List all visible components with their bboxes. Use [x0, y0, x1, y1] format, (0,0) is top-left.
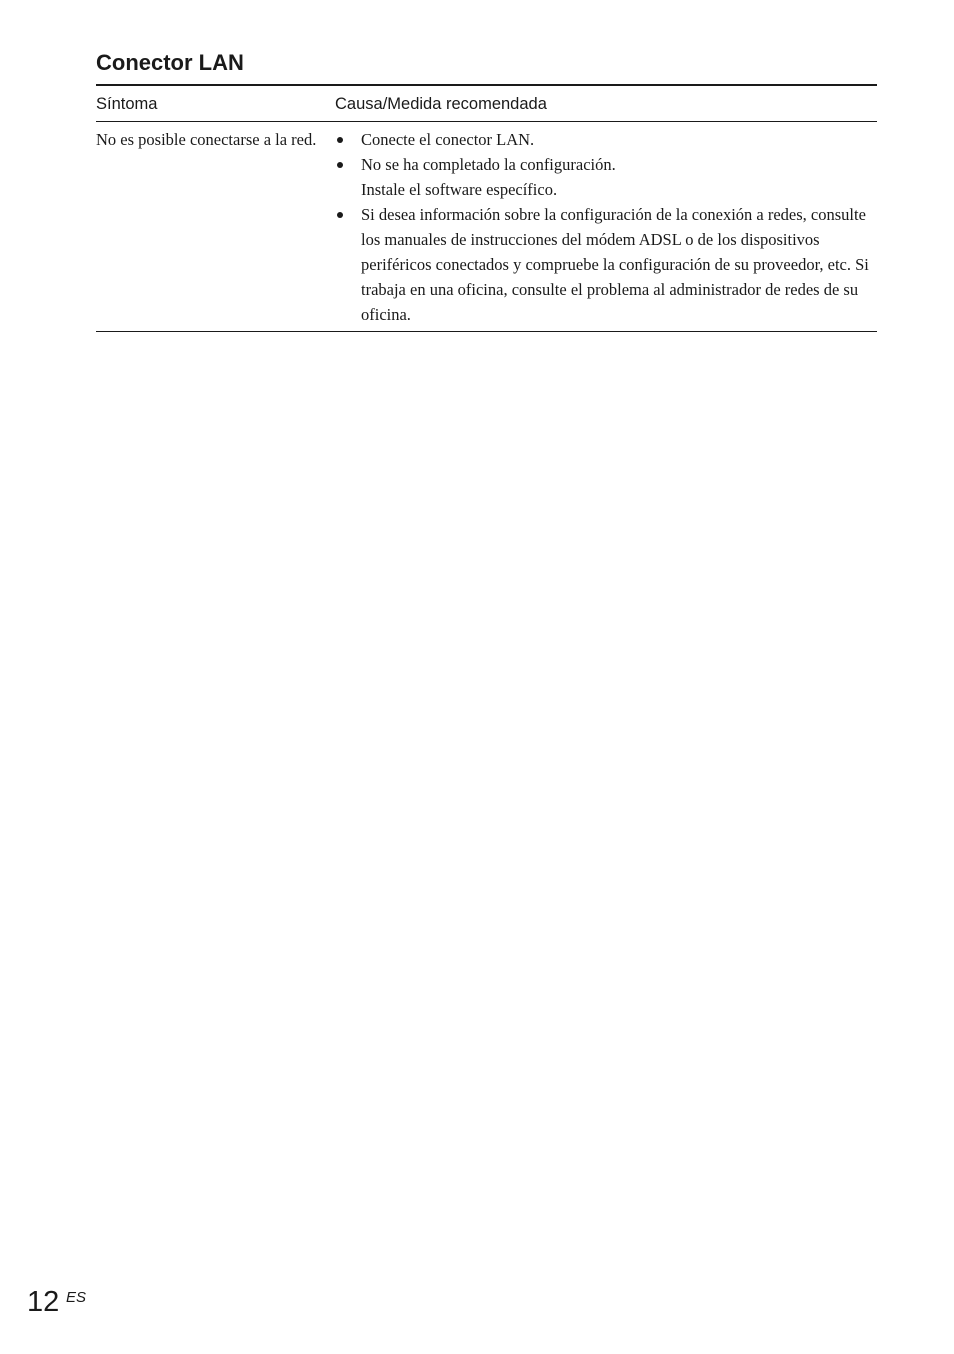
page-number: 12 — [27, 1286, 60, 1318]
header-divider — [96, 121, 877, 122]
cause-item — [335, 127, 875, 152]
bullet-icon — [337, 137, 343, 143]
section-title: Conector LAN — [96, 50, 244, 75]
bullet-icon — [337, 162, 343, 168]
cause-item — [335, 152, 875, 202]
table-bottom-rule — [96, 331, 877, 332]
cause-item — [335, 202, 875, 327]
bullet-icon — [337, 212, 343, 218]
table-top-rule — [96, 84, 877, 86]
column-header-cause: Causa/Medida recomendada — [335, 95, 547, 113]
cause-text: Instale el software específico. — [361, 180, 558, 199]
column-header-symptom: Síntoma — [96, 95, 158, 113]
cause-list — [335, 127, 875, 327]
language-code: ES — [66, 1289, 87, 1306]
cause-text: Si desea información sobre la configuración de la conexión a redes, consulte los manuales de instrucciones del módem ADSL o de los dispositivos periféricos conectados y compruebe la configuración de su proveedor, etc. Si trabaja en una oficina, consulte el problema al administrador de redes de su oficina. — [361, 205, 869, 324]
symptom-cell: No es posible conectarse a la red. — [96, 130, 317, 149]
cause-text: Conecte el conector LAN. — [361, 130, 535, 149]
cause-text: No se ha completado la configuración. — [361, 155, 616, 174]
